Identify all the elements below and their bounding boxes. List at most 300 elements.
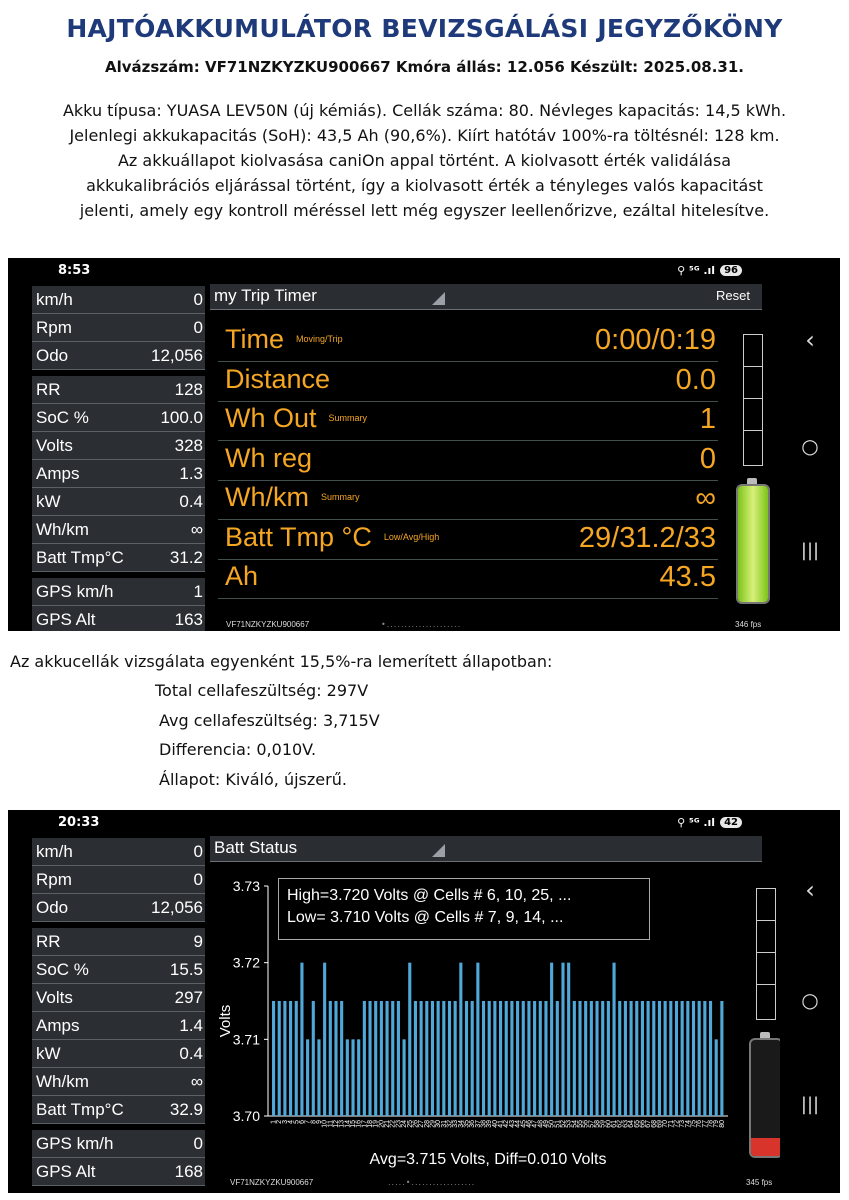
gauge-label: kW — [36, 492, 61, 511]
cell-bar — [493, 1001, 496, 1116]
trip-row — [218, 441, 718, 481]
cell-bar — [420, 1001, 423, 1116]
cell-result: Avg cellafeszültség: 3,715V — [159, 711, 380, 730]
cell-bar — [703, 1001, 706, 1116]
cell-bar — [380, 1001, 383, 1116]
gauge-value: 12,056 — [151, 898, 203, 917]
trip-label — [225, 443, 324, 474]
cell-bar — [391, 1001, 394, 1116]
x-tick-label: 4 — [287, 1120, 295, 1124]
cell-bar — [289, 1001, 292, 1116]
x-tick-label: 29 — [429, 1120, 437, 1128]
cell-bar — [465, 1001, 468, 1116]
gauge-value: 1.4 — [179, 1016, 203, 1035]
x-tick-label: 58 — [594, 1120, 602, 1128]
gauge-label: Amps — [36, 464, 80, 483]
trip-label-text: Ah — [225, 561, 259, 591]
gauge-row[interactable] — [32, 956, 205, 984]
cell-bar — [459, 963, 462, 1116]
cell-bar — [272, 1001, 275, 1116]
intro-line: akkukalibrációs eljárással történt, így a kiolvasott érték a tényleges valós kapacitást — [86, 176, 763, 195]
trip-row — [218, 480, 718, 520]
cell-bar — [664, 1001, 667, 1116]
gauge-label: km/h — [36, 290, 73, 309]
x-tick-label: 27 — [418, 1120, 426, 1128]
x-tick-label: 19 — [372, 1120, 380, 1128]
cell-bar — [539, 1001, 542, 1116]
x-tick-label: 78 — [707, 1120, 715, 1128]
x-tick-label: 62 — [616, 1120, 624, 1128]
cell-bar — [397, 1001, 400, 1116]
gauge-label: Rpm — [36, 318, 72, 337]
back-icon[interactable]: ‹ — [805, 876, 815, 904]
status-clock: 8:53 — [58, 263, 91, 278]
x-tick-label: 41 — [497, 1120, 505, 1128]
intro-line: Jelenlegi akkukapacitás (SoH): 43,5 Ah (90,6%). Kiírt hatótáv 100%-ra töltésnél: 128 km. — [69, 126, 780, 145]
trip-label — [225, 403, 367, 434]
gauge-value: 0 — [193, 842, 203, 861]
x-tick-label: 21 — [384, 1120, 392, 1128]
gauge-label: GPS km/h — [36, 582, 114, 601]
cell-bar — [368, 1001, 371, 1116]
cell-bar — [357, 1039, 360, 1116]
gauge-row[interactable] — [32, 376, 205, 404]
cell-bar — [561, 963, 564, 1116]
cell-bar — [386, 1001, 389, 1116]
x-tick-label: 60 — [605, 1120, 613, 1128]
cell-bar — [306, 1039, 309, 1116]
gauge-label: GPS Alt — [36, 610, 96, 629]
cell-bar — [720, 1001, 723, 1116]
gauge-value: 9 — [193, 932, 203, 951]
cell-bar — [283, 1001, 286, 1116]
document-subtitle: Alvázszám: VF71NZKYZKU900667 Kmóra állás: 12.056 Készült: 2025.08.31. — [105, 58, 744, 76]
cell-result: Differencia: 0,010V. — [159, 740, 317, 759]
gauge-value: 31.2 — [169, 548, 203, 567]
cell-bar — [715, 1039, 718, 1116]
trip-label-text: Time — [225, 324, 284, 354]
x-tick-label: 32 — [446, 1120, 454, 1128]
x-tick-label: 22 — [389, 1120, 397, 1128]
home-icon[interactable]: ○ — [801, 434, 819, 458]
x-tick-label: 64 — [628, 1120, 636, 1128]
screenshot-trip-timer — [8, 258, 780, 631]
x-tick-label: 3 — [281, 1120, 289, 1124]
cell-bar — [630, 1001, 633, 1116]
intro-paragraph — [10, 98, 839, 223]
x-tick-label: 50 — [548, 1120, 556, 1128]
y-tick-label: 3.70 — [232, 1108, 260, 1124]
trip-row — [218, 322, 718, 362]
gauge-value: 1.3 — [179, 464, 203, 483]
x-tick-label: 70 — [662, 1120, 670, 1128]
x-tick-label: 43 — [508, 1120, 516, 1128]
y-axis-label: Volts — [218, 1004, 234, 1038]
cell-bar — [482, 1001, 485, 1116]
signal-icon: ⚲ ⁵ᴳ .ıl — [677, 264, 716, 277]
cell-bar — [295, 1001, 298, 1116]
cell-bar — [607, 1001, 610, 1116]
dropdown-corner-icon[interactable] — [432, 292, 445, 305]
gauge-label: Odo — [36, 898, 69, 917]
gauge-value: 1 — [193, 582, 203, 601]
x-tick-label: 16 — [355, 1120, 363, 1128]
page-indicator: .....•.................. — [388, 1178, 476, 1187]
cell-bar — [505, 1001, 508, 1116]
x-tick-label: 47 — [531, 1120, 539, 1128]
cell-bar — [544, 1001, 547, 1116]
x-tick-label: 36 — [469, 1120, 477, 1128]
cell-bar — [471, 1001, 474, 1116]
trip-label-text: Wh Out — [225, 403, 317, 433]
x-tick-label: 40 — [491, 1120, 499, 1128]
cell-result: Total cellafeszültség: 297V — [155, 681, 369, 700]
gauge-row[interactable] — [32, 286, 205, 314]
gauge-row[interactable] — [32, 578, 205, 606]
x-tick-label: 15 — [350, 1120, 358, 1128]
cell-bar — [613, 963, 616, 1116]
gauge-value: 0.4 — [179, 1044, 203, 1063]
gauge-value: 168 — [174, 1162, 203, 1181]
cell-bar — [709, 1001, 712, 1116]
cell-bar — [584, 1001, 587, 1116]
x-tick-label: 9 — [315, 1120, 323, 1124]
gauge-row[interactable] — [32, 1158, 205, 1186]
gauge-value: 0 — [193, 870, 203, 889]
trip-row — [218, 401, 718, 441]
cell-bar — [550, 963, 553, 1116]
gauge-row[interactable] — [32, 460, 205, 488]
chart-legend — [278, 878, 650, 940]
x-tick-label: 24 — [401, 1120, 409, 1128]
x-tick-label: 74 — [684, 1120, 692, 1128]
panel-title: my Trip Timer — [214, 286, 317, 305]
gauge-value: 15.5 — [169, 960, 203, 979]
x-tick-label: 39 — [486, 1120, 494, 1128]
gauge-label: Rpm — [36, 870, 72, 889]
x-tick-label: 13 — [338, 1120, 346, 1128]
cell-bar — [499, 1001, 502, 1116]
trip-value: 0.0 — [675, 363, 716, 396]
x-tick-label: 65 — [633, 1120, 641, 1128]
gauge-value: 12,056 — [151, 346, 203, 365]
gauge-row[interactable] — [32, 1068, 205, 1096]
gauge-value: 297 — [174, 988, 203, 1007]
x-tick-label: 10 — [321, 1120, 329, 1128]
gauge-row[interactable] — [32, 606, 205, 631]
gauge-label: Volts — [36, 436, 73, 455]
gauge-value: 0 — [193, 1134, 203, 1153]
gauge-value: 328 — [174, 436, 203, 455]
x-tick-label: 26 — [412, 1120, 420, 1128]
level-segments — [756, 888, 776, 1020]
gauge-value: 128 — [174, 380, 203, 399]
gauge-row[interactable] — [32, 1130, 205, 1158]
cell-bar — [675, 1001, 678, 1116]
cell-bar — [454, 1001, 457, 1116]
trip-label-text: Wh/km — [225, 482, 309, 512]
cell-bar — [533, 1001, 536, 1116]
gauge-label: Volts — [36, 988, 73, 1007]
trip-label — [225, 561, 270, 592]
cell-bar — [431, 1001, 434, 1116]
gauge-label: Wh/km — [36, 1072, 89, 1091]
trip-label — [225, 324, 343, 355]
x-tick-label: 42 — [503, 1120, 511, 1128]
reset-button[interactable]: Reset — [716, 288, 750, 303]
x-tick-label: 38 — [480, 1120, 488, 1128]
back-icon[interactable]: ‹ — [805, 326, 815, 354]
y-tick-label: 3.73 — [232, 878, 260, 894]
panel-header[interactable] — [210, 284, 762, 310]
x-tick-label: 6 — [298, 1120, 306, 1124]
intro-line: Az akkuállapot kiolvasása caniOn appal történt. A kiolvasott érték validálása — [117, 151, 732, 170]
gauge-label: Batt Tmp°C — [36, 548, 124, 567]
x-tick-label: 73 — [679, 1120, 687, 1128]
level-segments — [743, 334, 763, 466]
x-tick-label: 48 — [537, 1120, 545, 1128]
x-tick-label: 25 — [406, 1120, 414, 1128]
intro-line: jelenti, amely egy kontroll méréssel lett még egyszer leellenőrizve, ezáltal hitelesítve. — [79, 201, 770, 220]
cell-bar — [351, 1039, 354, 1116]
gauge-value: 32.9 — [169, 1100, 203, 1119]
left-gauge-panel — [32, 286, 205, 631]
x-tick-label: 68 — [650, 1120, 658, 1128]
gauge-label: GPS km/h — [36, 1134, 114, 1153]
trip-label — [225, 482, 360, 513]
x-tick-label: 46 — [525, 1120, 533, 1128]
gauge-row[interactable] — [32, 928, 205, 956]
cell-test-intro: Az akkucellák vizsgálata egyenként 15,5%-ra lemerített állapotban: — [10, 652, 553, 671]
x-tick-label: 34 — [457, 1120, 465, 1128]
cell-bar — [476, 963, 479, 1116]
dropdown-corner-icon[interactable] — [432, 844, 445, 857]
gauge-value: 0.4 — [179, 492, 203, 511]
gauge-row[interactable] — [32, 866, 205, 894]
trip-value: 43.5 — [659, 561, 716, 593]
legend-low: Low= 3.710 Volts @ Cells # 7, 9, 14, ... — [287, 909, 564, 926]
x-tick-label: 20 — [378, 1120, 386, 1128]
x-tick-label: 28 — [423, 1120, 431, 1128]
cell-bar — [300, 963, 303, 1116]
gauge-label: Wh/km — [36, 520, 89, 539]
x-tick-label: 23 — [395, 1120, 403, 1128]
document-title: HAJTÓAKKUMULÁTOR BEVIZSGÁLÁSI JEGYZŐKÖNY — [66, 14, 783, 43]
gauge-row[interactable] — [32, 488, 205, 516]
x-tick-label: 71 — [667, 1120, 675, 1128]
x-tick-label: 35 — [463, 1120, 471, 1128]
cell-bar — [590, 1001, 593, 1116]
trip-label — [225, 522, 439, 553]
trip-value: 0 — [699, 442, 716, 475]
android-navbar — [780, 258, 840, 631]
x-tick-label: 11 — [327, 1120, 335, 1128]
cell-bar — [652, 1001, 655, 1116]
x-tick-label: 5 — [293, 1120, 301, 1124]
x-tick-label: 67 — [645, 1120, 653, 1128]
trip-value: 0:00/0:19 — [595, 324, 716, 356]
gauge-row[interactable] — [32, 404, 205, 432]
x-tick-label: 2 — [276, 1120, 284, 1124]
cell-bar — [403, 1039, 406, 1116]
battery-status-icon: 96 — [720, 265, 742, 276]
cell-bar — [448, 1001, 451, 1116]
trip-value: 29/31.2/33 — [578, 521, 716, 554]
trip-sublabel: Summary — [328, 413, 368, 423]
trip-row — [218, 520, 718, 560]
gauge-row[interactable] — [32, 1012, 205, 1040]
x-tick-label: 77 — [701, 1120, 709, 1128]
x-tick-label: 80 — [718, 1120, 726, 1128]
trip-value: 1 — [699, 403, 716, 435]
gauge-value: 0 — [193, 290, 203, 309]
x-tick-label: 66 — [639, 1120, 647, 1128]
x-tick-label: 14 — [344, 1120, 352, 1128]
cell-bar — [692, 1001, 695, 1116]
x-tick-label: 8 — [310, 1120, 318, 1124]
x-tick-label: 52 — [559, 1120, 567, 1128]
status-bar — [8, 258, 780, 284]
cell-bar — [323, 963, 326, 1116]
cell-bar — [516, 1001, 519, 1116]
x-tick-label: 63 — [622, 1120, 630, 1128]
cell-bar — [346, 1039, 349, 1116]
y-tick-label: 3.72 — [232, 954, 260, 971]
trip-value: ∞ — [695, 482, 716, 514]
x-tick-label: 1 — [270, 1120, 278, 1124]
x-tick-label: 33 — [452, 1120, 460, 1128]
x-tick-label: 55 — [577, 1120, 585, 1128]
cell-result: Állapot: Kiváló, újszerű. — [159, 770, 347, 789]
screenshot-batt-status — [8, 810, 780, 1193]
x-tick-label: 44 — [514, 1120, 522, 1128]
gauge-row[interactable] — [32, 544, 205, 572]
gauge-value: 100.0 — [160, 408, 203, 427]
x-tick-label: 79 — [713, 1120, 721, 1128]
cell-bar — [425, 1001, 428, 1116]
panel-header[interactable] — [210, 836, 762, 862]
battery-level-icon — [736, 478, 770, 606]
gauge-row[interactable] — [32, 516, 205, 544]
cell-bar — [414, 1001, 417, 1116]
cell-bar — [595, 1001, 598, 1116]
gauge-row[interactable] — [32, 984, 205, 1012]
trip-label-text: Wh reg — [225, 442, 313, 473]
x-tick-label: 17 — [361, 1120, 369, 1128]
home-icon[interactable]: ○ — [801, 988, 819, 1012]
x-tick-label: 59 — [599, 1120, 607, 1128]
x-tick-label: 75 — [690, 1120, 698, 1128]
x-tick-label: 18 — [367, 1120, 375, 1128]
status-clock: 20:33 — [58, 815, 100, 830]
chart-footer: Avg=3.715 Volts, Diff=0.010 Volts — [369, 1151, 607, 1168]
cell-bar — [686, 1001, 689, 1116]
x-tick-label: 49 — [542, 1120, 550, 1128]
x-tick-label: 51 — [554, 1120, 562, 1128]
gauge-label: RR — [36, 380, 61, 399]
gauge-row[interactable] — [32, 838, 205, 866]
signal-icon: ⚲ ⁵ᴳ .ıl — [677, 816, 716, 829]
trip-row — [218, 362, 718, 402]
cell-bar — [374, 1001, 377, 1116]
trip-label-text: Batt Tmp °C — [225, 521, 372, 552]
gauge-row[interactable] — [32, 342, 205, 370]
gauge-value: ∞ — [190, 1072, 203, 1091]
cell-bar — [488, 1001, 491, 1116]
x-tick-label: 31 — [440, 1120, 448, 1128]
cell-bar — [647, 1001, 650, 1116]
trip-sublabel: Summary — [321, 492, 360, 502]
cell-bar — [329, 1001, 332, 1116]
gauge-label: Amps — [36, 1016, 80, 1035]
cell-bar — [618, 1001, 621, 1116]
gauge-value: ∞ — [190, 520, 203, 539]
cell-bar — [510, 1001, 513, 1116]
vin-label: VF71NZKYZKU900667 — [226, 620, 310, 629]
cell-bar — [601, 1001, 604, 1116]
gauge-row[interactable] — [32, 314, 205, 342]
x-tick-label: 54 — [571, 1120, 579, 1128]
gauge-label: GPS Alt — [36, 1162, 96, 1181]
x-tick-label: 56 — [582, 1120, 590, 1128]
gauge-value: 0 — [193, 318, 203, 337]
cell-bar — [635, 1001, 638, 1116]
cell-bar — [334, 1001, 337, 1116]
x-tick-label: 30 — [435, 1120, 443, 1128]
gauge-row[interactable] — [32, 894, 205, 922]
legend-high: High=3.720 Volts @ Cells # 6, 10, 25, ... — [287, 887, 572, 904]
x-tick-label: 37 — [474, 1120, 482, 1128]
gauge-label: SoC % — [36, 408, 89, 427]
trip-label-text: Distance — [225, 363, 331, 394]
battery-status-icon: 42 — [720, 817, 742, 828]
y-tick-label: 3.71 — [232, 1031, 260, 1048]
recents-icon[interactable]: ||| — [800, 540, 820, 561]
trip-sublabel: Low/Avg/High — [383, 531, 440, 542]
cell-bar — [317, 1039, 320, 1116]
x-tick-label: 53 — [565, 1120, 573, 1128]
cell-bar — [669, 1001, 672, 1116]
intro-line: Akku típusa: YUASA LEV50N (új kémiás). Cellák száma: 80. Névleges kapacitás: 14,5 kWh. — [62, 101, 787, 120]
x-tick-label: 69 — [656, 1120, 664, 1128]
gauge-label: Batt Tmp°C — [36, 1100, 124, 1119]
gauge-row[interactable] — [32, 1096, 205, 1124]
gauge-label: RR — [36, 932, 61, 951]
fps-label: 346 fps — [735, 620, 762, 629]
cell-bar — [522, 1001, 525, 1116]
x-tick-label: 76 — [696, 1120, 704, 1128]
fps-label: 345 fps — [746, 1178, 773, 1187]
android-navbar — [780, 810, 840, 1193]
cell-bar — [567, 963, 570, 1116]
gauge-label: kW — [36, 1044, 61, 1063]
gauge-row[interactable] — [32, 432, 205, 460]
gauge-row[interactable] — [32, 1040, 205, 1068]
recents-icon[interactable]: ||| — [800, 1094, 820, 1115]
trip-label — [225, 364, 342, 395]
cell-bar — [578, 1001, 581, 1116]
cell-bar — [363, 1001, 366, 1116]
cell-bar — [442, 1001, 445, 1116]
x-tick-label: 12 — [332, 1120, 340, 1128]
cell-bar — [573, 1001, 576, 1116]
vin-label: VF71NZKYZKU900667 — [230, 1178, 314, 1187]
x-tick-label: 45 — [520, 1120, 528, 1128]
status-icons — [677, 816, 742, 829]
status-bar — [8, 810, 780, 836]
gauge-label: km/h — [36, 842, 73, 861]
trip-sublabel: Moving/Trip — [296, 334, 343, 344]
